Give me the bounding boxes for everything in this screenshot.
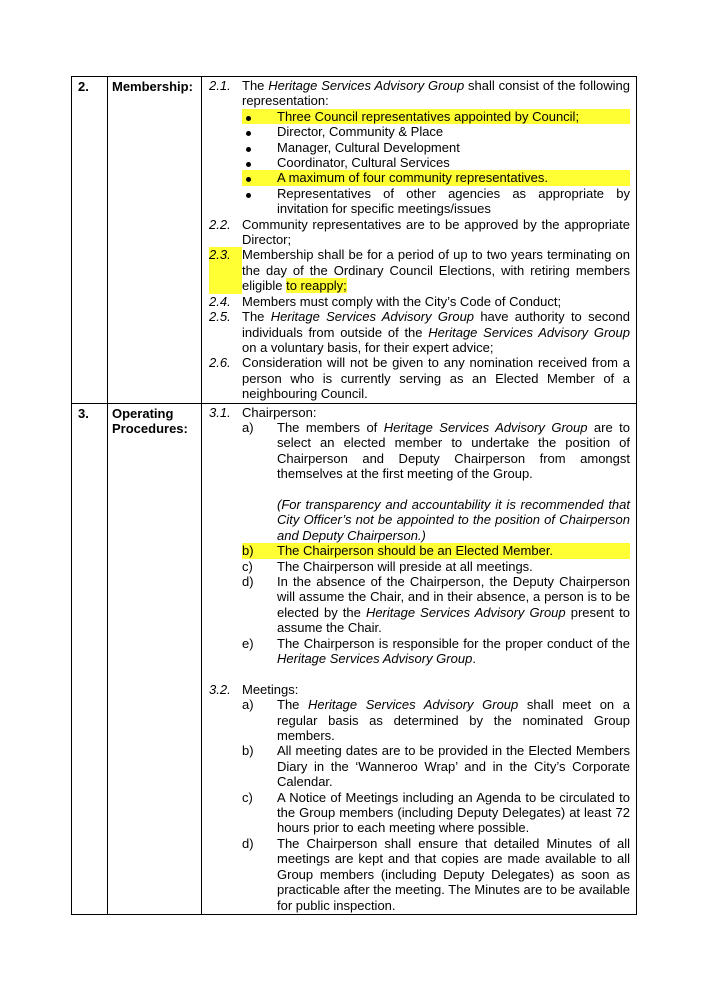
bullet-icon <box>246 177 251 182</box>
heading-line: Operating <box>112 405 174 421</box>
item-letter: d) <box>242 835 254 851</box>
item-text: The <box>277 697 308 713</box>
list-item: A maximum of four community representatives. <box>242 170 630 185</box>
clause-text: The <box>242 78 269 93</box>
clause-number: 2.6. <box>209 355 231 371</box>
section-operating-procedures-row <box>72 403 637 914</box>
clause-3-2 <box>209 682 630 697</box>
group-name: Heritage Services Advisory Group <box>277 651 473 667</box>
meetings-list <box>242 697 630 913</box>
item-text: The Chairperson is responsible for the proper conduct of the <box>277 635 630 651</box>
clause-number: 3.2. <box>209 681 231 697</box>
item-letter: a) <box>242 419 254 435</box>
item-text: In the absence of the Chairperson, the Deputy Chairperson will assume the Chair, and in their absence, a person is to be elected by the <box>277 573 630 620</box>
list-item: Manager, Cultural Development <box>242 140 630 155</box>
clause-text: Members must comply with the City’s Code of Conduct; <box>242 293 562 309</box>
clause-title: Meetings: <box>242 681 299 697</box>
clause-3-1 <box>209 405 630 420</box>
clause-text: shall consist of the following representation: <box>242 78 630 109</box>
item-letter: a) <box>242 697 254 713</box>
list-item: Director, Community & Place <box>242 124 630 139</box>
recommendation-note: (For transparency and accountability it is recommended that City Officer’s not be appointed to the position of Chairperson and Deputy Chairperson.) <box>277 496 630 543</box>
chairperson-list <box>242 420 630 666</box>
clause-number: 2.4. <box>209 293 231 309</box>
item-text: The Chairperson shall ensure that detailed Minutes of all meetings are kept and that copies are made available to all Group members (including Deputy Delegates) as soon as practicable after the meeting. The Minutes are to be available for public inspection. <box>277 835 630 913</box>
clause-number: 2.3. <box>209 247 242 293</box>
item-letter: d) <box>242 573 254 589</box>
terms-of-reference-table <box>71 76 637 915</box>
clause-2-6 <box>209 355 630 401</box>
group-name: Heritage Services Advisory Group <box>308 697 519 713</box>
section-body <box>202 403 637 914</box>
item-text: The Chairperson will preside at all meetings. <box>277 558 533 574</box>
clause-number: 2.1. <box>209 78 231 93</box>
clause-2-2 <box>209 217 630 248</box>
clause-2-5 <box>209 309 630 355</box>
group-name: Heritage Services Advisory Group <box>428 324 630 340</box>
section-heading <box>108 403 202 914</box>
bullet-icon <box>246 131 251 136</box>
bullet-icon <box>246 162 251 167</box>
group-name: Heritage Services Advisory Group <box>383 419 588 435</box>
list-item <box>242 697 630 743</box>
item-letter: e) <box>242 635 254 651</box>
item-letter: c) <box>242 789 253 805</box>
heading-line: Procedures: <box>112 420 188 436</box>
list-item <box>242 574 630 636</box>
group-name: Heritage Services Advisory Group <box>270 309 475 325</box>
section-number: 2. <box>72 77 108 404</box>
item-text: A Notice of Meetings including an Agenda to be circulated to the Group members (including Deputy Delegates) at least 72 hours prior to each meeting where possible. <box>277 789 630 836</box>
group-name: Heritage Services Advisory Group <box>268 78 465 93</box>
clause-2-1 <box>209 78 630 109</box>
list-item <box>242 836 630 913</box>
item-letter: b) <box>242 743 254 759</box>
list-item <box>242 420 630 543</box>
clause-2-3 <box>209 247 630 293</box>
section-heading: Membership: <box>108 77 202 404</box>
clause-text: have authority to second individuals from outside of the <box>242 309 630 340</box>
item-text: The Chairperson should be an Elected Member. <box>277 543 554 559</box>
clause-text: Membership shall be for a period of up to two years terminating on the day of the Ordinary Council Elections, with retiring members eligible <box>242 247 630 294</box>
item-text: present to assume the Chair. <box>277 604 630 636</box>
list-item <box>242 743 630 789</box>
clause-title: Chairperson: <box>242 404 317 420</box>
item-text: shall meet on a regular basis as determined by the nominated Group members. <box>277 697 630 744</box>
item-text: All meeting dates are to be provided in the Elected Members Diary in the ‘Wanneroo Wrap’ and in the City’s Corporate Calendar. <box>277 743 630 790</box>
clause-number: 2.5. <box>209 309 231 325</box>
section-number: 3. <box>72 403 108 914</box>
highlighted-text: to reapply; <box>286 278 347 294</box>
list-item <box>242 543 630 558</box>
item-text: . <box>472 651 476 667</box>
list-item: Coordinator, Cultural Services <box>242 155 630 170</box>
list-item: Three Council representatives appointed by Council; <box>242 109 630 124</box>
clause-text: Community representatives are to be approved by the appropriate Director; <box>242 216 630 248</box>
clause-2-4 <box>209 294 630 309</box>
list-item <box>242 559 630 574</box>
group-name: Heritage Services Advisory Group <box>365 604 566 620</box>
bullet-icon <box>246 193 251 198</box>
list-item <box>242 636 630 667</box>
list-item: Representatives of other agencies as appropriate by invitation for specific meetings/issues <box>242 186 630 217</box>
section-body <box>202 77 637 404</box>
bullet-icon <box>246 147 251 152</box>
spacer <box>209 666 630 681</box>
clause-text: Consideration will not be given to any nomination received from a person who is currently serving as an Elected Member of a neighbouring Council. <box>242 355 630 402</box>
bullet-icon <box>246 116 251 121</box>
clause-number: 3.1. <box>209 404 231 420</box>
item-text: The members of <box>277 419 384 435</box>
section-membership-row <box>72 77 637 404</box>
list-item <box>242 790 630 836</box>
item-letter: c) <box>242 558 253 574</box>
representation-list <box>242 109 630 217</box>
item-letter: b) <box>242 543 254 559</box>
clause-number: 2.2. <box>209 216 231 232</box>
item-text: are to select an elected member to undertake the position of Chairperson and Deputy Chairperson from amongst themselves at the first meeting of the Group. <box>277 419 630 482</box>
clause-text: on a voluntary basis, for their expert advice; <box>242 339 494 355</box>
clause-text: The <box>242 309 271 325</box>
